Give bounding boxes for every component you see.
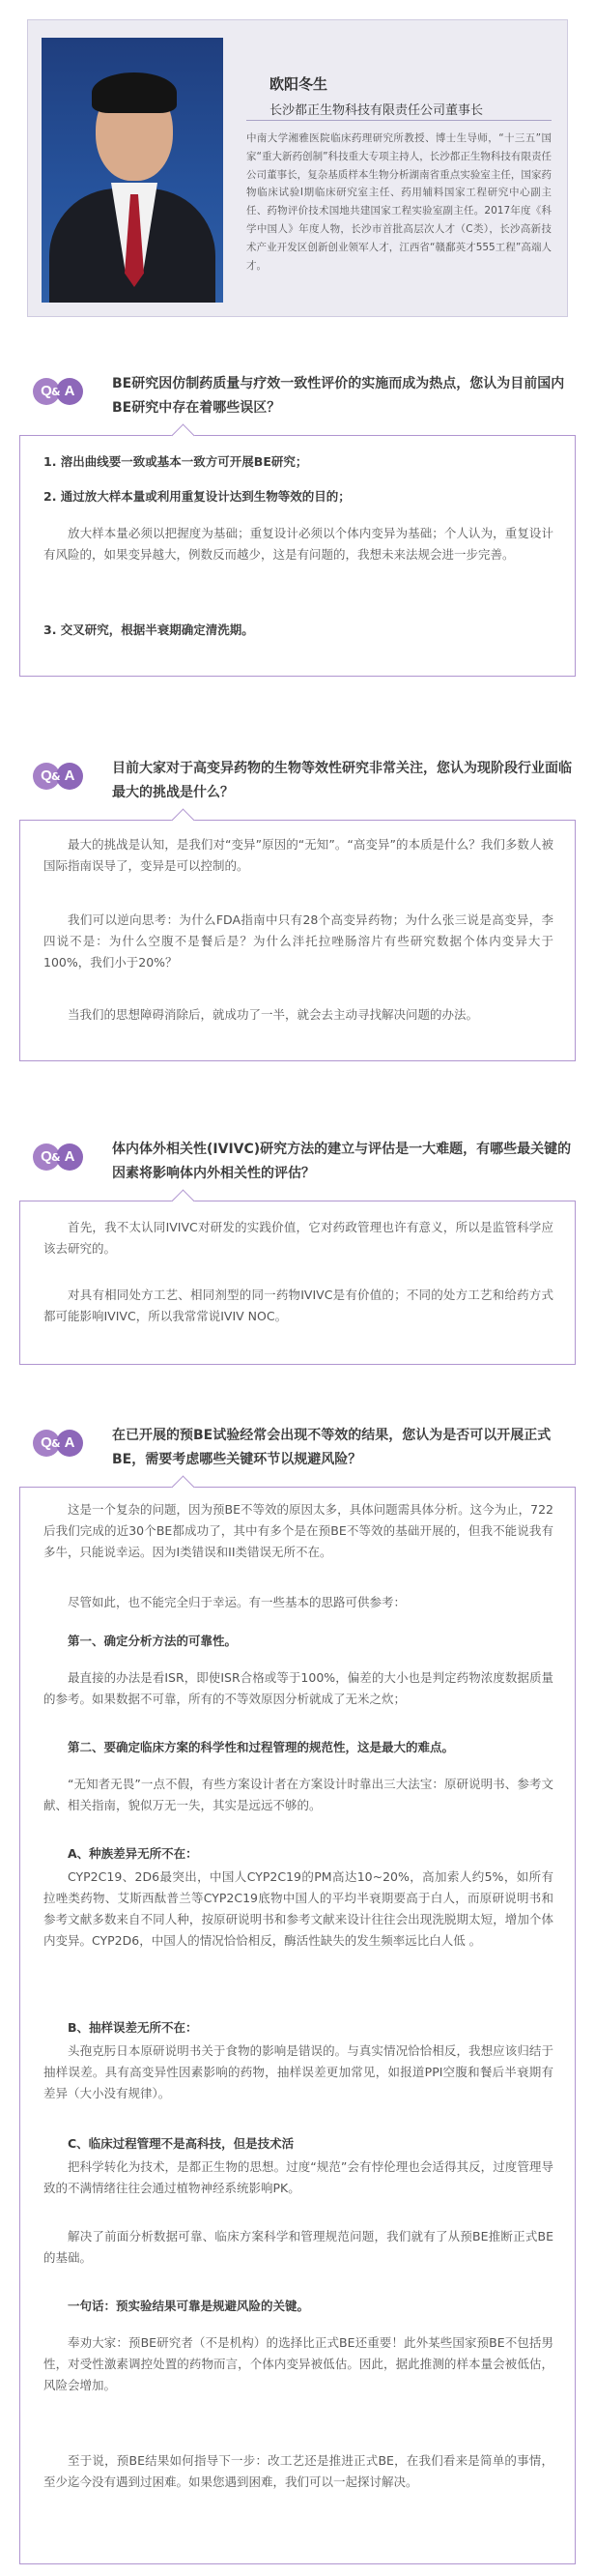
- answer-paragraph: 这是一个复杂的问题，因为预BE不等效的原因太多，具体问题需具体分析。这今为止，722后我们完成的近30个BE都成功了，其中有多个是在预BE不等效的基础开展的，但我不能说我有多牛，只能说幸运。因为I类错误和II类错误无所不在。: [43, 1502, 553, 1559]
- answer-paragraph: 把科学转化为技术，是都正生物的思想。过度“规范”会有悖伦理也会适得其反，过度管理导致的不满情绪往往会通过植物神经系统影响PK。: [43, 2159, 553, 2195]
- qa-icon: [33, 378, 91, 407]
- answer-paragraph: “无知者无畏”一点不假，有些方案设计者在方案设计时靠出三大法宝：原研说明书、参考文献、相关指南，貌似万无一失，其实是远远不够的。: [43, 1777, 553, 1812]
- answer-paragraph: 首先，我不太认同IVIVC对研发的实践价值，它对药政管理也许有意义，所以是监管科学应该去研究的。: [43, 1220, 553, 1256]
- question-block: [27, 1424, 578, 1472]
- answer-paragraph: 一句话：预实验结果可靠是规避风险的关键。: [68, 2299, 310, 2313]
- qa-icon: [33, 1430, 91, 1459]
- question-text: 体内体外相关性(IVIVC)研究方法的建立与评估是一大难题，有哪些最关键的因素将影响体内外相关性的评估？: [112, 1142, 572, 1181]
- answer-paragraph: B、抽样误差无所不在：: [68, 2020, 198, 2035]
- answer-paragraph: 最直接的办法是看ISR，即使ISR合格或等于100%，偏差的大小也是判定药物浓度数据质量的参考。如果数据不可靠，所有的不等效原因分析就成了无米之炊；: [43, 1670, 553, 1706]
- answer-box: [19, 435, 576, 677]
- answer-paragraph: C、临床过程管理不是高科技，但是技术活: [68, 2136, 295, 2151]
- a-badge: A: [56, 1430, 83, 1457]
- answer-paragraph: 第二、要确定临床方案的科学性和过程管理的规范性，这是最大的难点。: [68, 1740, 455, 1754]
- qa-ampersand: &: [51, 770, 61, 783]
- question-text: 目前大家对于高变异药物的生物等效性研究非常关注，您认为现阶段行业面临最大的挑战是什么？: [112, 761, 572, 800]
- a-badge: A: [56, 1143, 83, 1171]
- question-block: [27, 757, 578, 805]
- question-block: [27, 1138, 578, 1186]
- q-badge: Q: [33, 1430, 60, 1457]
- answer-paragraph: 奉劝大家：预BE研究者（不是机构）的选择比正式BE还重要！此外某些国家预BE不包括男性，对受性激素调控处置的药物而言，个体内变异被低估。因此，据此推测的样本量会被低估，风险会增加。: [43, 2335, 553, 2392]
- q-badge: Q: [33, 763, 60, 790]
- author-profile-card: [27, 19, 568, 317]
- answer-paragraph: 当我们的思想障碍消除后，就成功了一半，就会去主动寻找解决问题的办法。: [68, 1007, 479, 1022]
- answer-paragraph: 1. 溶出曲线要一致或基本一致方可开展BE研究；: [43, 454, 308, 469]
- answer-paragraph: 我们可以逆向思考：为什么FDA指南中只有28个高变异药物；为什么张三说是高变异，李四说不是：为什么空腹不是餐后是？为什么泮托拉唑肠溶片有些研究数据个体内变异大于100%，我们小于20%？: [43, 912, 553, 970]
- qa-ampersand: &: [51, 386, 61, 398]
- author-title: 长沙都正生物科技有限责任公司董事长: [269, 103, 484, 118]
- q-badge: Q: [33, 378, 60, 405]
- answer-box: [19, 820, 576, 1061]
- q-badge: Q: [33, 1143, 60, 1171]
- answer-paragraph: A、种族差异无所不在：: [68, 1846, 198, 1861]
- answer-paragraph: 解决了前面分析数据可靠、临床方案科学和管理规范问题，我们就有了从预BE推断正式BE的基础。: [43, 2229, 553, 2265]
- qa-ampersand: &: [51, 1437, 61, 1450]
- qa-icon: [33, 1143, 91, 1172]
- answer-pointer: [171, 1475, 194, 1498]
- answer-paragraph: 2. 通过放大样本量或利用重复设计达到生物等效的目的；: [43, 489, 351, 504]
- question-block: [27, 372, 578, 420]
- answer-paragraph: 头孢克肟日本原研说明书关于食物的影响是错误的。与真实情况恰恰相反，我想应该归结于抽样误差。具有高变异性因素影响的药物，抽样误差更加常见，如报道PPI空腹和餐后半衰期有差异（大小没有规律）。: [43, 2043, 553, 2100]
- answer-paragraph: 对具有相同处方工艺、相同剂型的同一药物IVIVC是有价值的；不同的处方工艺和给药方式都可能影响IVIVC，所以我常常说IVIV NOC。: [43, 1288, 553, 1323]
- answer-paragraph: 3. 交叉研究，根据半衰期确定清洗期。: [43, 622, 254, 637]
- answer-paragraph: 第一、确定分析方法的可靠性。: [68, 1634, 238, 1648]
- answer-paragraph: CYP2C19、2D6最突出，中国人CYP2C19的PM高达10~20%，高加索人约5%，如所有拉唑类药物、艾斯西酞普兰等CYP2C19底物中国人的平均半衰期要高于白人，而原研说明书和参考文献多数来自不同人种，按原研说明书和参考文献来设计往往会出现洗脱期太短，增加个体内变异。CYP2D6，中国人的情况恰恰相反，酶活性缺失的发生频率远比白人低 。: [43, 1869, 553, 1948]
- a-badge: A: [56, 763, 83, 790]
- answer-pointer: [171, 423, 194, 447]
- qa-ampersand: &: [51, 1151, 61, 1164]
- answer-paragraph: 尽管如此，也不能完全归于幸运。有一些基本的思路可供参考：: [68, 1595, 407, 1609]
- answer-paragraph: 放大样本量必须以把握度为基础；重复设计必须以个体内变异为基础；个人认为，重复设计有风险的，如果变异越大，例数反而越少，这是有问题的，我想未来法规会进一步完善。: [43, 526, 553, 562]
- answer-pointer: [171, 808, 194, 831]
- answer-paragraph: 最大的挑战是认知，是我们对“变异”原因的“无知”。“高变异”的本质是什么？我们多数人被国际指南误导了，变异是可以控制的。: [43, 837, 553, 873]
- question-text: BE研究因仿制药质量与疗效一致性评价的实施而成为热点，您认为目前国内BE研究中存在着哪些误区？: [112, 376, 565, 416]
- question-text: 在已开展的预BE试验经常会出现不等效的结果，您认为是否可以开展正式BE，需要考虑哪些关键环节以规避风险？: [112, 1428, 552, 1467]
- author-photo: [42, 38, 223, 303]
- author-bio: 中南大学湘雅医院临床药理研究所教授、博士生导师，“十三五”国家“重大新药创制”科技重大专项主持人，长沙都正生物科技有限责任公司董事长，复杂基质样本生物分析湖南省重点实验室主任，国家药物临床试验I期临床研究室主任、药用辅料国家工程研究中心副主任、药物评价技术国地共建国家工程实验室副主任。2017年度《科学中国人》年度人物，长沙市首批高层次人才（C类），长沙高新技术产业开发区创新创业领军人才，江西省“赣鄱英才555工程”高端人才。: [246, 132, 552, 272]
- profile-divider: [246, 120, 552, 121]
- answer-pointer: [171, 1189, 194, 1212]
- answer-box: [19, 1201, 576, 1365]
- answer-box: [19, 1487, 576, 2564]
- answer-paragraph: 至于说，预BE结果如何指导下一步：改工艺还是推进正式BE，在我们看来是简单的事情，至少迄今没有遇到过困难。如果您遇到困难，我们可以一起探讨解决。: [43, 2453, 553, 2489]
- qa-icon: [33, 763, 91, 792]
- a-badge: A: [56, 378, 83, 405]
- author-name: 欧阳冬生: [269, 75, 328, 93]
